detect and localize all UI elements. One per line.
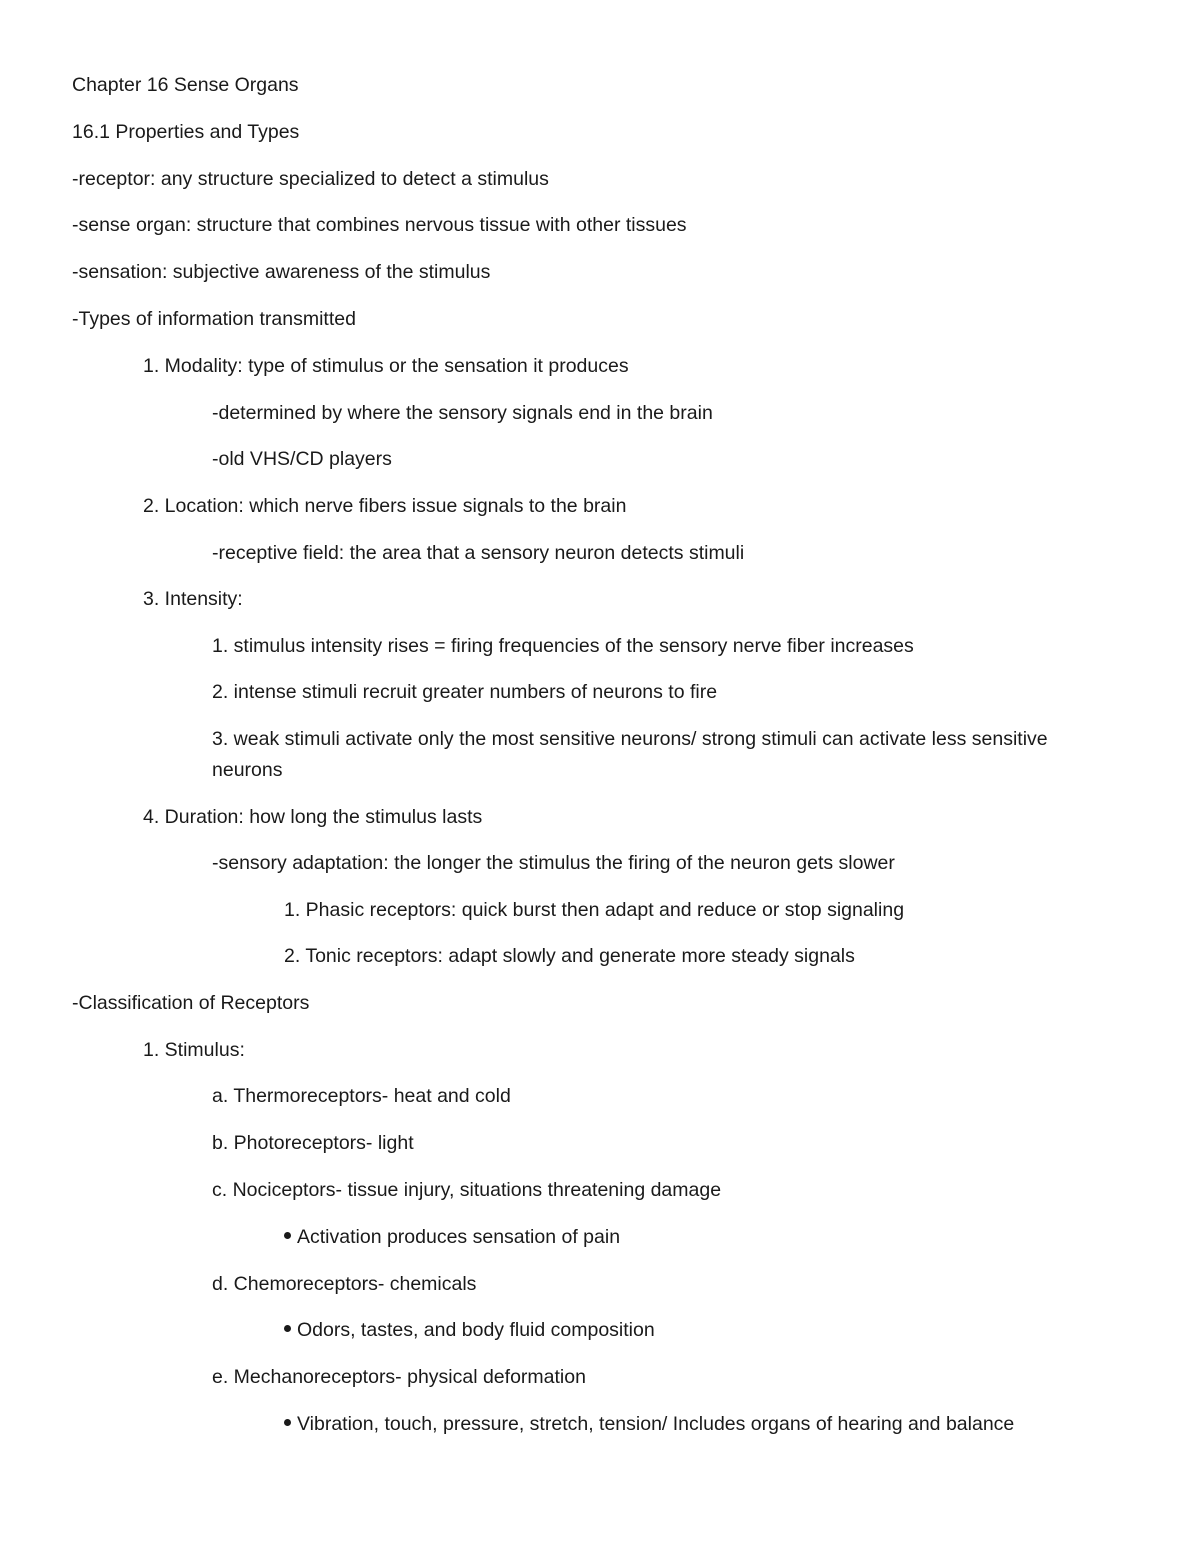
list-subsubitem: 2. Tonic receptors: adapt slowly and generate more steady signals: [284, 945, 855, 967]
list-item: 4. Duration: how long the stimulus lasts: [143, 806, 483, 828]
list-subitem: -receptive field: the area that a sensory neuron detects stimuli: [212, 542, 745, 564]
list-subitem: a. Thermoreceptors- heat and cold: [212, 1085, 511, 1107]
bullet-text: Vibration, touch, pressure, stretch, tension/ Includes organs of hearing and balance: [297, 1413, 1015, 1435]
list-subitem: d. Chemoreceptors- chemicals: [212, 1273, 477, 1295]
bullet-item: [284, 1409, 1014, 1440]
bullet-icon: [284, 1419, 291, 1426]
list-subitem: -old VHS/CD players: [212, 448, 392, 470]
definition-line: -sensation: subjective awareness of the stimulus: [72, 261, 491, 283]
bullet-icon: [284, 1325, 291, 1332]
list-subitem: c. Nociceptors- tissue injury, situations threatening damage: [212, 1179, 722, 1201]
document-title: Chapter 16 Sense Organs: [72, 74, 299, 96]
list-subitem: b. Photoreceptors- light: [212, 1132, 414, 1154]
list-subitem: e. Mechanoreceptors- physical deformation: [212, 1366, 586, 1388]
definition-line: -sense organ: structure that combines nervous tissue with other tissues: [72, 214, 687, 236]
list-item: 2. Location: which nerve fibers issue signals to the brain: [143, 495, 627, 517]
list-subitem: 2. intense stimuli recruit greater numbers of neurons to fire: [212, 681, 718, 703]
list-item: 1. Modality: type of stimulus or the sensation it produces: [143, 355, 629, 377]
bullet-icon: [284, 1232, 291, 1239]
bullet-text: Activation produces sensation of pain: [297, 1226, 621, 1248]
bullet-item: [284, 1222, 620, 1253]
list-item: 3. Intensity:: [143, 588, 243, 610]
list-subitem: 1. stimulus intensity rises = firing frequencies of the sensory nerve fiber increases: [212, 635, 914, 657]
list-subitem: -determined by where the sensory signals end in the brain: [212, 402, 713, 424]
list-subsubitem: 1. Phasic receptors: quick burst then adapt and reduce or stop signaling: [284, 899, 905, 921]
list-item: 1. Stimulus:: [143, 1039, 245, 1061]
bullet-item: [284, 1315, 655, 1346]
list-subitem: -sensory adaptation: the longer the stimulus the firing of the neuron gets slower: [212, 852, 895, 874]
list-subitem: 3. weak stimuli activate only the most sensitive neurons/ strong stimuli can activate less sensitive neurons: [212, 728, 1048, 781]
bullet-text: Odors, tastes, and body fluid composition: [297, 1319, 655, 1341]
section-heading: 16.1 Properties and Types: [72, 121, 300, 143]
heading-line: -Types of information transmitted: [72, 308, 356, 330]
definition-line: -receptor: any structure specialized to detect a stimulus: [72, 168, 549, 190]
heading-line: -Classification of Receptors: [72, 992, 310, 1014]
